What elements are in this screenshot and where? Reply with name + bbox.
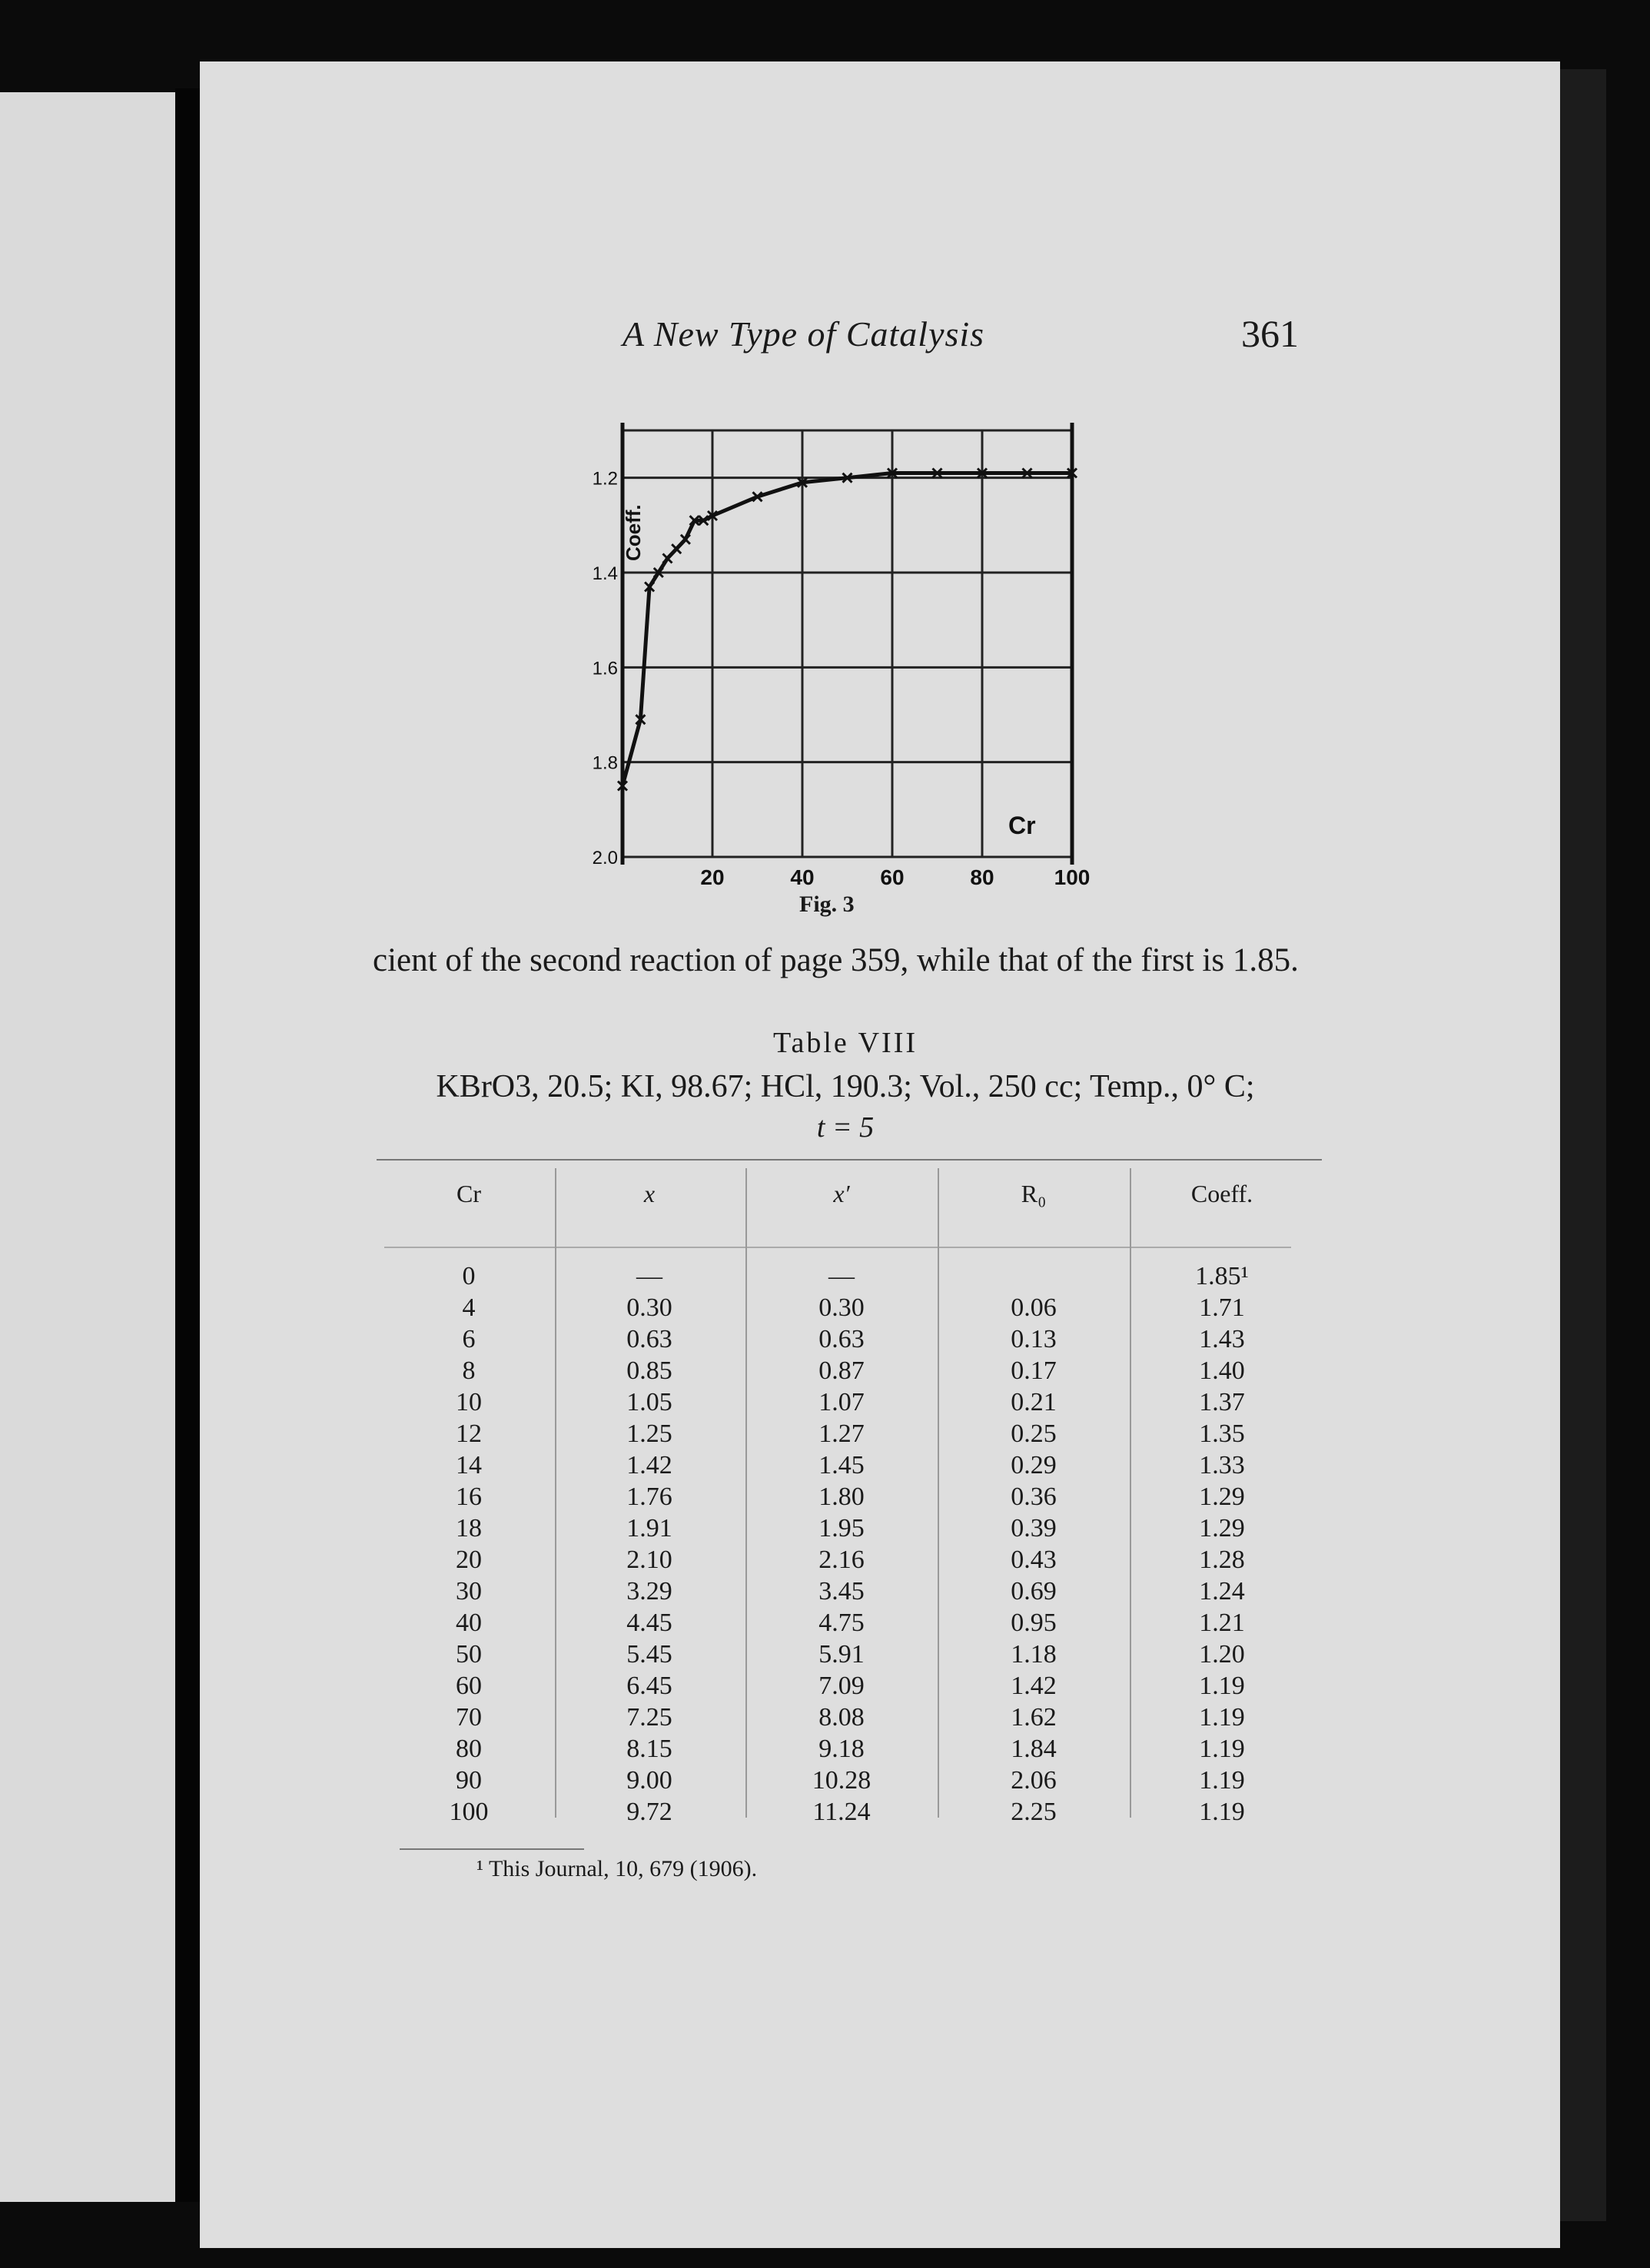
table-cell-coeff: 1.19	[1199, 1798, 1245, 1826]
data-point	[672, 544, 681, 553]
table-cell-x_prime: 2.16	[818, 1546, 865, 1574]
table-cell-r0: 1.62	[1011, 1703, 1057, 1732]
table-cell-r0: 0.36	[1011, 1483, 1057, 1511]
table-cell-cr: 90	[456, 1766, 482, 1795]
table-cell-x: 3.29	[626, 1577, 672, 1606]
table-cell-x_prime: 5.91	[818, 1640, 865, 1669]
data-line	[622, 473, 1072, 786]
table-top-rule	[377, 1159, 1322, 1161]
table-cell-coeff: 1.29	[1199, 1483, 1245, 1511]
table-cell-x_prime: 8.08	[818, 1703, 865, 1732]
table-cell-r0: 1.84	[1011, 1735, 1057, 1763]
table-cell-cr: 18	[456, 1514, 482, 1542]
header-r0: R₀	[1021, 1180, 1047, 1207]
table-cell-x: 6.45	[626, 1672, 672, 1700]
table-cell-r0: 0.13	[1011, 1325, 1057, 1353]
running-title: A New Type of Catalysis	[622, 314, 985, 354]
table-cell-x_prime: 0.63	[818, 1325, 865, 1353]
table-cell-cr: 14	[456, 1451, 482, 1479]
table-cell-coeff: 1.37	[1199, 1388, 1245, 1416]
table-cell-coeff: 1.19	[1199, 1766, 1245, 1795]
table-title: Table VIII	[772, 1027, 918, 1059]
figure-caption: Fig. 3	[799, 892, 855, 917]
table-cell-coeff: 1.19	[1199, 1703, 1245, 1732]
table-cell-x_prime: 1.45	[818, 1451, 865, 1479]
table-column-divider	[555, 1168, 556, 1818]
table-cell-r0: 0.69	[1011, 1577, 1057, 1606]
x-tick-label: 80	[970, 865, 994, 888]
table-cell-cr: 4	[462, 1293, 476, 1322]
table-cell-cr: 16	[456, 1483, 482, 1511]
table-cell-x_prime: 3.45	[818, 1577, 865, 1606]
x-tick-label: 40	[790, 865, 815, 888]
table-cell-coeff: 1.20	[1199, 1640, 1245, 1669]
x-axis-label: Cr	[1008, 812, 1036, 839]
table-cell-x: 4.45	[626, 1609, 672, 1637]
y-tick-label: 1.8	[592, 752, 618, 774]
table-cell-cr: 60	[456, 1672, 482, 1700]
y-tick-label: 1.4	[592, 563, 618, 584]
table-cell-x_prime: 0.87	[818, 1356, 865, 1385]
y-tick-label: 1.2	[592, 468, 618, 490]
table-cell-r0: 0.21	[1011, 1388, 1057, 1416]
chart-axes	[622, 423, 1072, 865]
table-cell-r0	[953, 1260, 1114, 1292]
header-coeff: Coeff.	[1190, 1180, 1253, 1207]
table-cell-cr: 100	[449, 1798, 489, 1826]
header-x-prime: x′	[833, 1180, 850, 1207]
table-cell-r0: 2.25	[1011, 1798, 1057, 1826]
table-column-divider	[938, 1168, 939, 1818]
table-cell-coeff: 1.29	[1199, 1514, 1245, 1542]
table-cell-coeff: 1.43	[1199, 1325, 1245, 1353]
table-cell-x_prime: 11.24	[812, 1798, 871, 1826]
table-cell-r0: 0.06	[1011, 1293, 1057, 1322]
table-cell-x_prime: 1.07	[818, 1388, 865, 1416]
table-cell-cr: 10	[456, 1388, 482, 1416]
table-cell-coeff: 1.40	[1199, 1356, 1245, 1385]
column-r0	[953, 1260, 1114, 1828]
table-cell-x_prime: 9.18	[818, 1735, 865, 1763]
table-cell-x: 0.85	[626, 1356, 672, 1385]
table-cell-r0: 1.42	[1011, 1672, 1057, 1700]
table-cell-x_prime: 10.28	[812, 1766, 871, 1795]
book-spine	[175, 88, 200, 2202]
table-cell-x_prime: 7.09	[818, 1672, 865, 1700]
left-page-edge	[0, 92, 175, 2202]
footnote: ¹ This Journal, 10, 679 (1906).	[476, 1856, 758, 1881]
y-tick-label: 1.6	[592, 658, 618, 679]
table-cell-coeff: 1.19	[1199, 1672, 1245, 1700]
footnote-rule	[400, 1848, 584, 1850]
table-cell-cr: 0	[462, 1262, 476, 1290]
table-cell-x: 9.00	[626, 1766, 672, 1795]
y-axis-label: Coeff.	[622, 504, 645, 561]
table-cell-x: 5.45	[626, 1640, 672, 1669]
table-cell-r0: 0.29	[1011, 1451, 1057, 1479]
table-cell-x_prime: 1.80	[818, 1483, 865, 1511]
table-cell-cr: 12	[456, 1420, 482, 1448]
table-cell-x_prime: 0.30	[818, 1293, 865, 1322]
table-cell-x: 2.10	[626, 1546, 672, 1574]
table-cell-x: 8.15	[626, 1735, 672, 1763]
table-cell-coeff: 1.24	[1199, 1577, 1245, 1606]
table-cell-cr: 70	[456, 1703, 482, 1732]
x-tick-label: 20	[700, 865, 725, 888]
y-tick-label: 2.0	[592, 848, 618, 868]
table-cell-r0: 0.25	[1011, 1420, 1057, 1448]
column-coeff	[1145, 1260, 1299, 1828]
page-number: 361	[1241, 312, 1299, 355]
page	[200, 61, 1560, 2248]
table-cell-cr: 30	[456, 1577, 482, 1606]
table-cell-x: 7.25	[626, 1703, 672, 1732]
data-points	[618, 469, 1077, 791]
table-cell-cr: 40	[456, 1609, 482, 1637]
right-page-edge	[1560, 69, 1606, 2221]
column-x	[569, 1260, 730, 1828]
table-cell-cr: 20	[456, 1546, 482, 1574]
figure-chart	[569, 411, 1107, 888]
table-cell-x_prime: 1.95	[818, 1514, 865, 1542]
table-cell-x: 1.91	[626, 1514, 672, 1542]
table-cell-coeff: 1.33	[1199, 1451, 1245, 1479]
table-cell-x_prime: 4.75	[818, 1609, 865, 1637]
column-cr	[400, 1260, 538, 1828]
table-header-rule	[384, 1247, 1291, 1248]
table-cell-x: 0.63	[626, 1325, 672, 1353]
table-cell-cr: 6	[462, 1325, 476, 1353]
table-conditions: KBrO3, 20.5; KI, 98.67; HCl, 190.3; Vol., 250 cc; Temp., 0° C;	[436, 1069, 1255, 1104]
table-cell-r0: 0.95	[1011, 1609, 1057, 1637]
table-cell-cr: 50	[456, 1640, 482, 1669]
table-cell-r0: 0.17	[1011, 1356, 1057, 1385]
table-cell-x_prime: 1.27	[818, 1420, 865, 1448]
table-cell-r0: 1.18	[1011, 1640, 1057, 1669]
column-x-prime	[761, 1260, 922, 1828]
table-cell-coeff: 1.28	[1199, 1546, 1245, 1574]
table-column-divider	[1130, 1168, 1131, 1818]
table-cell-r0: 0.39	[1011, 1514, 1057, 1542]
table-column-divider	[745, 1168, 747, 1818]
table-conditions-time: t = 5	[816, 1111, 875, 1144]
x-tick-label: 100	[1054, 865, 1091, 888]
table-cell-coeff: 1.21	[1199, 1609, 1245, 1637]
header-cr: Cr	[456, 1180, 481, 1207]
table-cell-cr: 80	[456, 1735, 482, 1763]
chart-grid	[622, 430, 1072, 857]
header-x: x	[643, 1180, 656, 1207]
table-cell-coeff: 1.85¹	[1195, 1262, 1249, 1290]
table-cell-x: 1.25	[626, 1420, 672, 1448]
table-cell-r0: 2.06	[1011, 1766, 1057, 1795]
table-cell-x: 9.72	[626, 1798, 672, 1826]
table-cell-coeff: 1.71	[1199, 1293, 1245, 1322]
table-cell-x_prime: —	[828, 1262, 855, 1290]
table-cell-x: —	[636, 1262, 662, 1290]
x-tick-label: 60	[880, 865, 905, 888]
table-cell-coeff: 1.19	[1199, 1735, 1245, 1763]
table-cell-x: 0.30	[626, 1293, 672, 1322]
table-cell-cr: 8	[462, 1356, 476, 1385]
table-cell-x: 1.42	[626, 1451, 672, 1479]
table-cell-r0: 0.43	[1011, 1546, 1057, 1574]
body-paragraph: cient of the second reaction of page 359, while that of the first is 1.85.	[373, 942, 1299, 978]
table-cell-x: 1.76	[626, 1483, 672, 1511]
table-cell-coeff: 1.35	[1199, 1420, 1245, 1448]
table-cell-x: 1.05	[626, 1388, 672, 1416]
